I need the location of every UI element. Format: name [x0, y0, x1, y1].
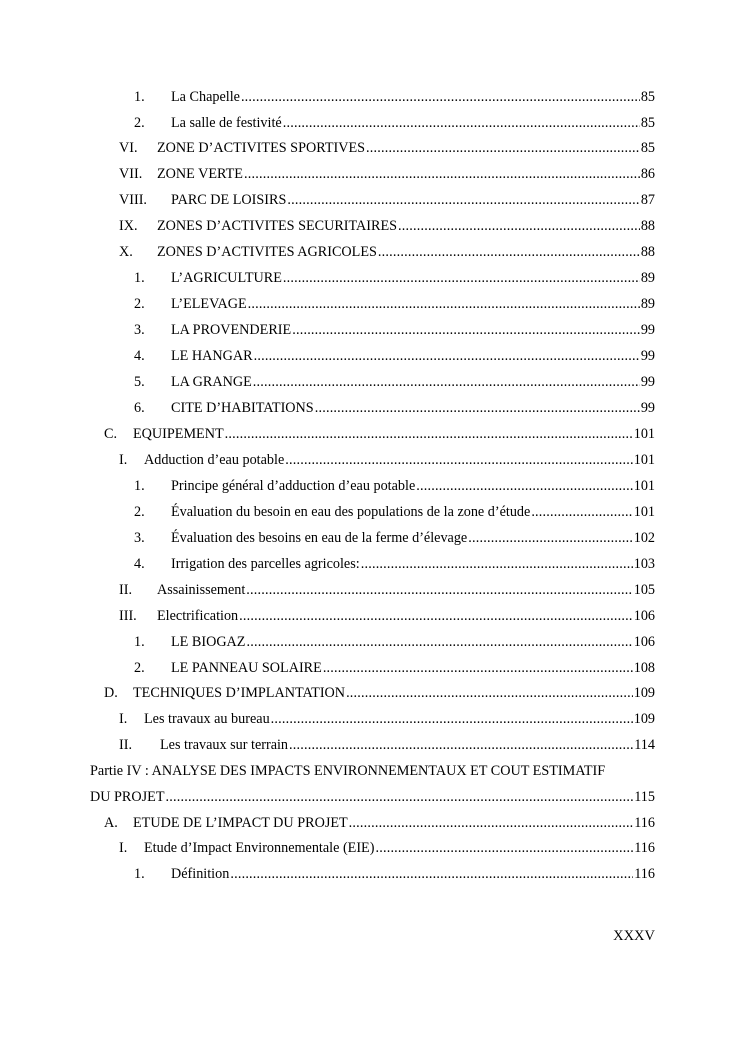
toc-entry-page: 116	[634, 866, 655, 882]
toc-part-heading-cont[interactable]	[0, 787, 745, 807]
toc-entry-number: II.	[119, 737, 132, 753]
toc-entry[interactable]	[0, 683, 745, 703]
toc-entry-page: 101	[633, 452, 655, 468]
toc-entry-title: Définition	[171, 866, 230, 882]
toc-entry-title: LE PANNEAU SOLAIRE	[171, 660, 322, 676]
toc-entry-number: I.	[119, 711, 128, 727]
dot-leader	[285, 450, 632, 470]
toc-entry[interactable]	[0, 838, 745, 858]
toc-entry[interactable]	[0, 813, 745, 833]
toc-entry-title: PARC DE LOISIRS	[171, 192, 287, 208]
toc-entry-page: 99	[640, 348, 655, 364]
toc-entry-title: L’ELEVAGE	[171, 296, 247, 312]
toc-entry-page: 88	[640, 244, 655, 260]
toc-entry-page: 89	[640, 270, 655, 286]
toc-entry-page: 85	[640, 115, 655, 131]
toc-entry[interactable]	[0, 190, 745, 210]
toc-entry[interactable]	[0, 216, 745, 236]
dot-leader	[271, 709, 633, 729]
toc-entry[interactable]	[0, 398, 745, 418]
toc-part-heading[interactable]	[0, 761, 745, 781]
toc-entry-number: I.	[119, 840, 128, 856]
toc-entry-number: D.	[104, 685, 118, 701]
toc-entry[interactable]	[0, 164, 745, 184]
toc-entry[interactable]	[0, 424, 745, 444]
toc-entry-number: 1.	[134, 478, 145, 494]
dot-leader	[253, 372, 640, 392]
toc-entry-title: CITE D’HABITATIONS	[171, 400, 314, 416]
toc-entry-page: 115	[634, 789, 655, 805]
toc-entry[interactable]	[0, 450, 745, 470]
toc-part-title-line1: Partie IV : ANALYSE DES IMPACTS ENVIRONNEMENTAUX ET COUT ESTIMATIF	[90, 763, 606, 779]
toc-entry-title: Adduction d’eau potable	[144, 452, 285, 468]
toc-entry[interactable]	[0, 320, 745, 340]
toc-entry-number: I.	[119, 452, 128, 468]
toc-entry-number: VII.	[119, 166, 143, 182]
toc-entry-page: 109	[633, 711, 655, 727]
dot-leader	[416, 476, 632, 496]
toc-entry-number: 1.	[134, 89, 145, 105]
dot-leader	[323, 658, 633, 678]
toc-entry-title: TECHNIQUES D’IMPLANTATION	[133, 685, 346, 701]
toc-entry-page: 106	[633, 608, 655, 624]
dot-leader	[246, 580, 632, 600]
dot-leader	[239, 606, 633, 626]
toc-entry-page: 86	[640, 166, 655, 182]
toc-entry-number: 2.	[134, 660, 145, 676]
toc-entry[interactable]	[0, 294, 745, 314]
dot-leader	[375, 838, 633, 858]
toc-entry-number: A.	[104, 815, 118, 831]
toc-entry-number: 1.	[134, 270, 145, 286]
dot-leader	[289, 735, 633, 755]
toc-entry-page: 109	[633, 685, 655, 701]
toc-entry-page: 87	[640, 192, 655, 208]
dot-leader	[246, 632, 632, 652]
toc-entry-number: 6.	[134, 400, 145, 416]
toc-entry[interactable]	[0, 709, 745, 729]
toc-entry[interactable]	[0, 87, 745, 107]
toc-entry-page: 101	[633, 426, 655, 442]
toc-entry-title: ZONES D’ACTIVITES SECURITAIRES	[157, 218, 398, 234]
toc-entry-number: III.	[119, 608, 137, 624]
toc-entry-title: LE BIOGAZ	[171, 634, 246, 650]
toc-entry-title: LA GRANGE	[171, 374, 252, 390]
toc-entry-page: 101	[633, 504, 655, 520]
toc-entry-page: 99	[640, 374, 655, 390]
dot-leader	[283, 113, 640, 133]
dot-leader	[346, 683, 633, 703]
toc-entry-title: Les travaux au bureau	[144, 711, 270, 727]
toc-entry[interactable]	[0, 476, 745, 496]
toc-entry-title: LA PROVENDERIE	[171, 322, 292, 338]
toc-entry-title: Évaluation du besoin en eau des populations de la zone d’étude	[171, 504, 531, 520]
toc-entry[interactable]	[0, 606, 745, 626]
toc-entry-page: 114	[634, 737, 655, 753]
dot-leader	[468, 528, 632, 548]
toc-entry-page: 85	[640, 89, 655, 105]
toc-entry-page: 105	[633, 582, 655, 598]
toc-entry[interactable]	[0, 113, 745, 133]
toc-entry-title: La Chapelle	[171, 89, 240, 105]
toc-entry-page: 102	[633, 530, 655, 546]
toc-entry[interactable]	[0, 554, 745, 574]
toc-entry[interactable]	[0, 658, 745, 678]
dot-leader	[230, 864, 633, 884]
dot-leader	[292, 320, 640, 340]
toc-entry-page: 99	[640, 322, 655, 338]
toc-entry-title: ZONES D’ACTIVITES AGRICOLES	[157, 244, 377, 260]
toc-entry[interactable]	[0, 242, 745, 262]
toc-entry-number: IX.	[119, 218, 138, 234]
dot-leader	[283, 268, 640, 288]
toc-entry[interactable]	[0, 580, 745, 600]
dot-leader	[315, 398, 640, 418]
toc-entry-number: 2.	[134, 504, 145, 520]
toc-entry-number: II.	[119, 582, 132, 598]
toc-entry-number: 1.	[134, 634, 145, 650]
dot-leader	[398, 216, 640, 236]
toc-entry-number: 3.	[134, 530, 145, 546]
toc-entry-number: 2.	[134, 115, 145, 131]
toc-entry-page: 99	[640, 400, 655, 416]
toc-entry-number: 5.	[134, 374, 145, 390]
toc-entry[interactable]	[0, 735, 745, 755]
toc-entry-page: 85	[640, 140, 655, 156]
dot-leader	[287, 190, 639, 210]
toc-entry-number: 3.	[134, 322, 145, 338]
dot-leader	[248, 294, 640, 314]
toc-entry-number: 4.	[134, 348, 145, 364]
toc-entry-title: LE HANGAR	[171, 348, 253, 364]
toc-entry-title: ZONE D’ACTIVITES SPORTIVES	[157, 140, 366, 156]
toc-entry-title: EQUIPEMENT	[133, 426, 224, 442]
toc-entry-number: 2.	[134, 296, 145, 312]
toc-entry[interactable]	[0, 528, 745, 548]
toc-entry-title: ETUDE DE L’IMPACT DU PROJET	[133, 815, 348, 831]
dot-leader	[241, 87, 640, 107]
toc-entry-number: C.	[104, 426, 118, 442]
toc-entry[interactable]	[0, 864, 745, 884]
toc-entry[interactable]	[0, 138, 745, 158]
toc-entry[interactable]	[0, 632, 745, 652]
toc-entry-page: 116	[634, 840, 655, 856]
toc-entry-page: 116	[634, 815, 655, 831]
toc-entry-title: L’AGRICULTURE	[171, 270, 282, 286]
toc-part-title-line2: DU PROJET	[90, 789, 165, 805]
dot-leader	[166, 787, 634, 807]
toc-entry-number: 1.	[134, 866, 145, 882]
toc-entry-page: 103	[633, 556, 655, 572]
toc-entry-number: 4.	[134, 556, 145, 572]
toc-entry-title: Electrification	[157, 608, 239, 624]
toc-entry-number: VI.	[119, 140, 138, 156]
toc-entry-title: ZONE VERTE	[157, 166, 243, 182]
dot-leader	[378, 242, 640, 262]
dot-leader	[254, 346, 640, 366]
toc-entry-title: Principe général d’adduction d’eau potable	[171, 478, 416, 494]
toc-entry-title: Irrigation des parcelles agricoles:	[171, 556, 360, 572]
toc-entry-page: 89	[640, 296, 655, 312]
toc-entry[interactable]	[0, 372, 745, 392]
toc-entry[interactable]	[0, 502, 745, 522]
dot-leader	[244, 164, 640, 184]
toc-entry-title: Assainissement	[157, 582, 246, 598]
dot-leader	[349, 813, 634, 833]
page-number-folio: XXXV	[613, 928, 655, 944]
dot-leader	[366, 138, 640, 158]
toc-entry-page: 106	[633, 634, 655, 650]
toc-entry-title: Les travaux sur terrain	[160, 737, 289, 753]
dot-leader	[361, 554, 633, 574]
toc-entry-number: X.	[119, 244, 133, 260]
toc-entry[interactable]	[0, 268, 745, 288]
toc-entry-page: 108	[633, 660, 655, 676]
toc-entry-title: Etude d’Impact Environnementale (EIE)	[144, 840, 375, 856]
toc-entry-title: La salle de festivité	[171, 115, 282, 131]
toc-entry-number: VIII.	[119, 192, 147, 208]
toc-entry[interactable]	[0, 346, 745, 366]
toc-entry-title: Évaluation des besoins en eau de la ferme d’élevage	[171, 530, 468, 546]
dot-leader	[225, 424, 633, 444]
toc-entry-page: 101	[633, 478, 655, 494]
toc-entry-page: 88	[640, 218, 655, 234]
dot-leader	[531, 502, 632, 522]
